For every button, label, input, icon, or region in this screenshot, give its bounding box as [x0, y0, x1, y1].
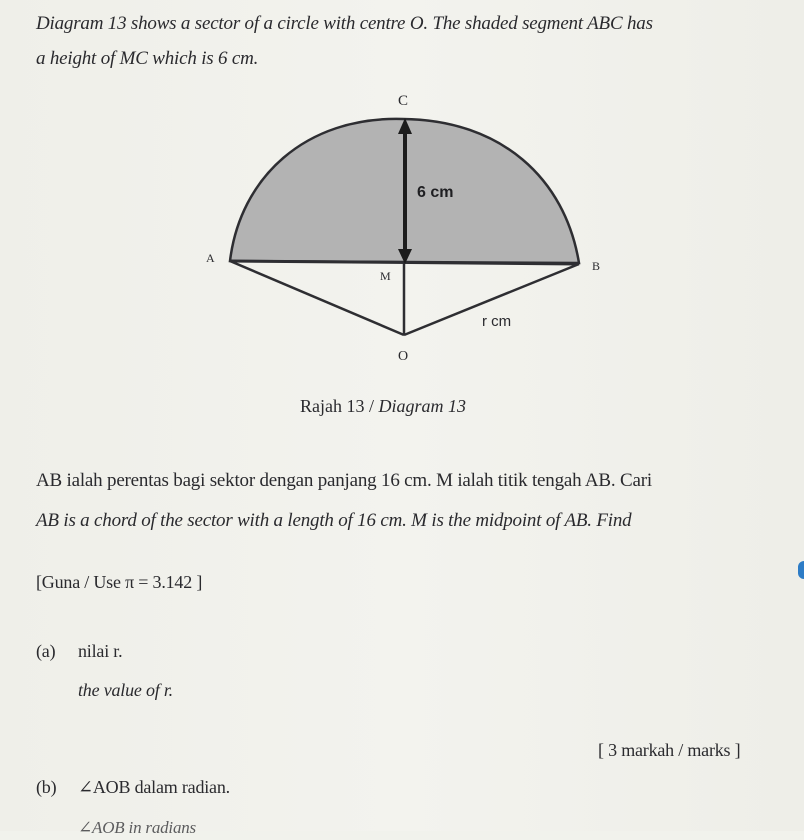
label-b: B — [592, 259, 601, 273]
use-pi-note: [Guna / Use π = 3.142 ] — [36, 572, 203, 592]
caption-english: Diagram 13 — [378, 396, 467, 416]
part-a-label: (a) — [36, 641, 56, 661]
intro-line-1: Diagram 13 shows a sector of a circle with centre O. The shaded segment ABC has — [36, 13, 653, 34]
label-m: M — [380, 269, 391, 283]
label-a: A — [206, 251, 215, 265]
sector-diagram — [195, 88, 615, 368]
part-b-label: (b) — [36, 777, 57, 797]
part-a-marks: [ 3 markah / marks ] — [598, 740, 741, 760]
intro-line-2: a height of MC which is 6 cm. — [36, 48, 259, 69]
part-a-malay: nilai r. — [78, 641, 123, 661]
label-o: O — [398, 349, 409, 364]
label-c: C — [398, 93, 409, 109]
radius-oa — [230, 261, 404, 335]
question-english: AB is a chord of the sector with a length of 16 cm. M is the midpoint of AB. Find — [36, 510, 632, 531]
label-radius: r cm — [482, 313, 512, 330]
label-height: 6 cm — [417, 184, 454, 201]
part-a-english: the value of r. — [78, 680, 173, 700]
part-b-english: ∠AOB in radians — [78, 818, 196, 837]
diagram-caption — [300, 396, 466, 417]
caption-malay: Rajah 13 / — [300, 396, 379, 416]
blue-mark — [798, 561, 804, 579]
question-malay: AB ialah perentas bagi sektor dengan panjang 16 cm. M ialah titik tengah AB. Cari — [36, 470, 652, 491]
part-b-malay: ∠AOB dalam radian. — [78, 777, 230, 797]
